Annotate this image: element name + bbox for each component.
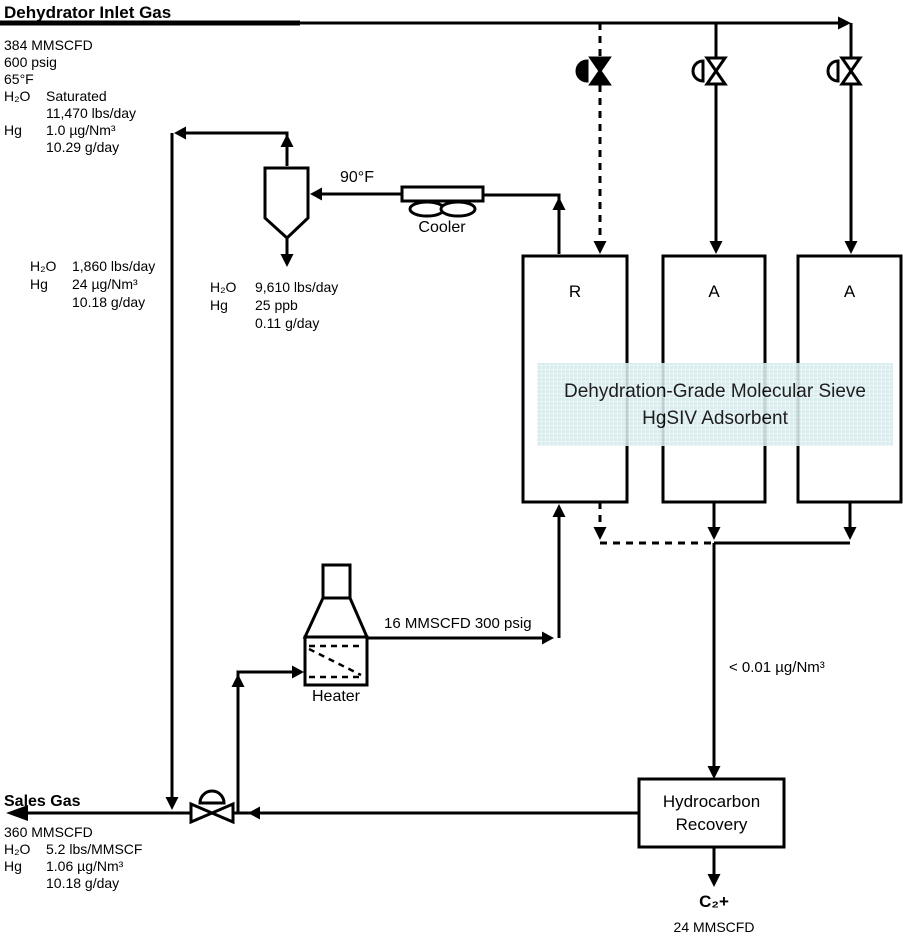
regen-hg-row	[30, 276, 138, 292]
inlet-h2o-row	[4, 88, 107, 104]
hydrocarbon-recovery-label	[639, 779, 784, 847]
regen-outlet-pipe	[483, 195, 559, 254]
arrow-c2-down	[708, 874, 721, 887]
arrow-inlet-right	[838, 17, 851, 30]
inlet-h2o-label: H₂O	[4, 88, 31, 104]
sales-h2o-row	[4, 841, 142, 857]
cooler-fan-right	[441, 202, 475, 216]
arrow-into-a2-top	[845, 241, 858, 254]
adsorbent-band-line2: HgSIV Adsorbent	[642, 407, 788, 429]
arrow-regen-out-up	[553, 197, 566, 210]
cooler-label: Cooler	[418, 219, 466, 236]
arrow-a2-out-down	[844, 527, 857, 540]
c2-plus-label: C₂+	[699, 892, 729, 911]
separator-overhead-pipe	[179, 133, 287, 166]
inlet-hg-value1: 1.0 µg/Nm³	[46, 122, 116, 138]
valve-sales-gas	[191, 791, 233, 822]
arrow-into-heater	[292, 666, 304, 679]
hc-recovery-line1: Hydrocarbon	[662, 792, 761, 811]
arrow-return-down	[166, 797, 179, 810]
inlet-h2o-value1: Saturated	[46, 88, 107, 104]
sales-flow: 360 MMSCFD	[4, 824, 93, 840]
equipment	[265, 168, 901, 847]
heater-outlet-stream: 16 MMSCFD 300 psig	[384, 615, 532, 632]
sales-gas-title: Sales Gas	[4, 793, 81, 810]
inlet-pressure: 600 psig	[4, 54, 57, 70]
c2-plus-flow: 24 MMSCFD	[673, 919, 755, 935]
regen-h2o-row	[30, 258, 155, 274]
heater-cone	[305, 598, 367, 637]
inlet-h2o-value2: 11,470 lbs/day	[46, 105, 137, 121]
arrow-into-r-bottom	[553, 504, 566, 517]
valve-a1-feed-open	[693, 58, 725, 84]
product-hg-spec: < 0.01 µg/Nm³	[729, 659, 825, 676]
inlet-temperature: 65°F	[4, 71, 34, 87]
sepliq-h2o-label: H₂O	[210, 279, 237, 295]
adsorbent-band-line1: Dehydration-Grade Molecular Sieve	[563, 380, 867, 402]
arrow-separator-overhead-up	[281, 134, 294, 147]
sales-hg-row	[4, 858, 123, 874]
inlet-flow: 384 MMSCFD	[4, 37, 93, 53]
sales-hg-label: Hg	[4, 858, 22, 874]
sales-hg-value2: 10.18 g/day	[46, 875, 120, 891]
sepliq-hg-label: Hg	[210, 297, 228, 313]
arrow-into-r-top	[594, 241, 607, 254]
arrow-separator-drain-down	[281, 254, 294, 267]
arrow-into-a1-top	[710, 241, 723, 254]
heater-feed-pipe	[238, 672, 296, 813]
valve-a2-feed-open	[828, 58, 860, 84]
arrow-overhead-left	[174, 127, 186, 140]
cooler-outlet-temp: 90°F	[340, 169, 374, 186]
vessel-a1-label: A	[708, 282, 720, 301]
arrow-sales-mid-left	[248, 807, 260, 820]
hc-recovery-line2: Recovery	[675, 815, 748, 834]
valve-r-feed-closed	[577, 58, 609, 84]
regen-hg-label: Hg	[30, 276, 48, 292]
arrow-heater-feed-up	[232, 674, 245, 687]
inlet-hg-row	[4, 122, 116, 138]
separator-vessel	[265, 168, 308, 238]
sepliq-h2o-value: 9,610 lbs/day	[255, 279, 339, 295]
inlet-title: Dehydrator Inlet Gas	[4, 3, 172, 22]
heater-stack	[323, 565, 350, 598]
regen-h2o-value: 1,860 lbs/day	[72, 258, 156, 274]
arrow-r-bottom-dashed-down	[594, 527, 607, 540]
cooler-body	[402, 187, 483, 201]
inlet-hg-value2: 10.29 g/day	[46, 139, 120, 155]
vessel-a2-label: A	[843, 282, 856, 301]
sepliq-hg-value1: 25 ppb	[255, 297, 298, 313]
arrow-into-separator	[310, 188, 322, 201]
sales-h2o-label: H₂O	[4, 841, 31, 857]
vessel-r-label: R	[568, 282, 582, 301]
sales-h2o-value: 5.2 lbs/MMSCF	[46, 841, 143, 857]
sepliq-h2o-row	[210, 279, 338, 295]
arrow-into-hc-recovery	[708, 766, 721, 779]
sales-hg-value1: 1.06 µg/Nm³	[46, 858, 124, 874]
adsorbent-band	[537, 363, 893, 446]
regen-hg-value1: 24 µg/Nm³	[72, 276, 138, 292]
cooler-fan-left	[410, 202, 444, 216]
arrow-heater-outlet-right	[542, 632, 554, 645]
regen-hg-value2: 10.18 g/day	[72, 294, 146, 310]
arrow-a1-out-down	[708, 527, 721, 540]
sepliq-hg-row	[210, 297, 298, 313]
heater-label: Heater	[311, 688, 361, 705]
sepliq-hg-value2: 0.11 g/day	[255, 315, 320, 331]
inlet-hg-label: Hg	[4, 122, 22, 138]
regen-h2o-label: H₂O	[30, 258, 57, 274]
